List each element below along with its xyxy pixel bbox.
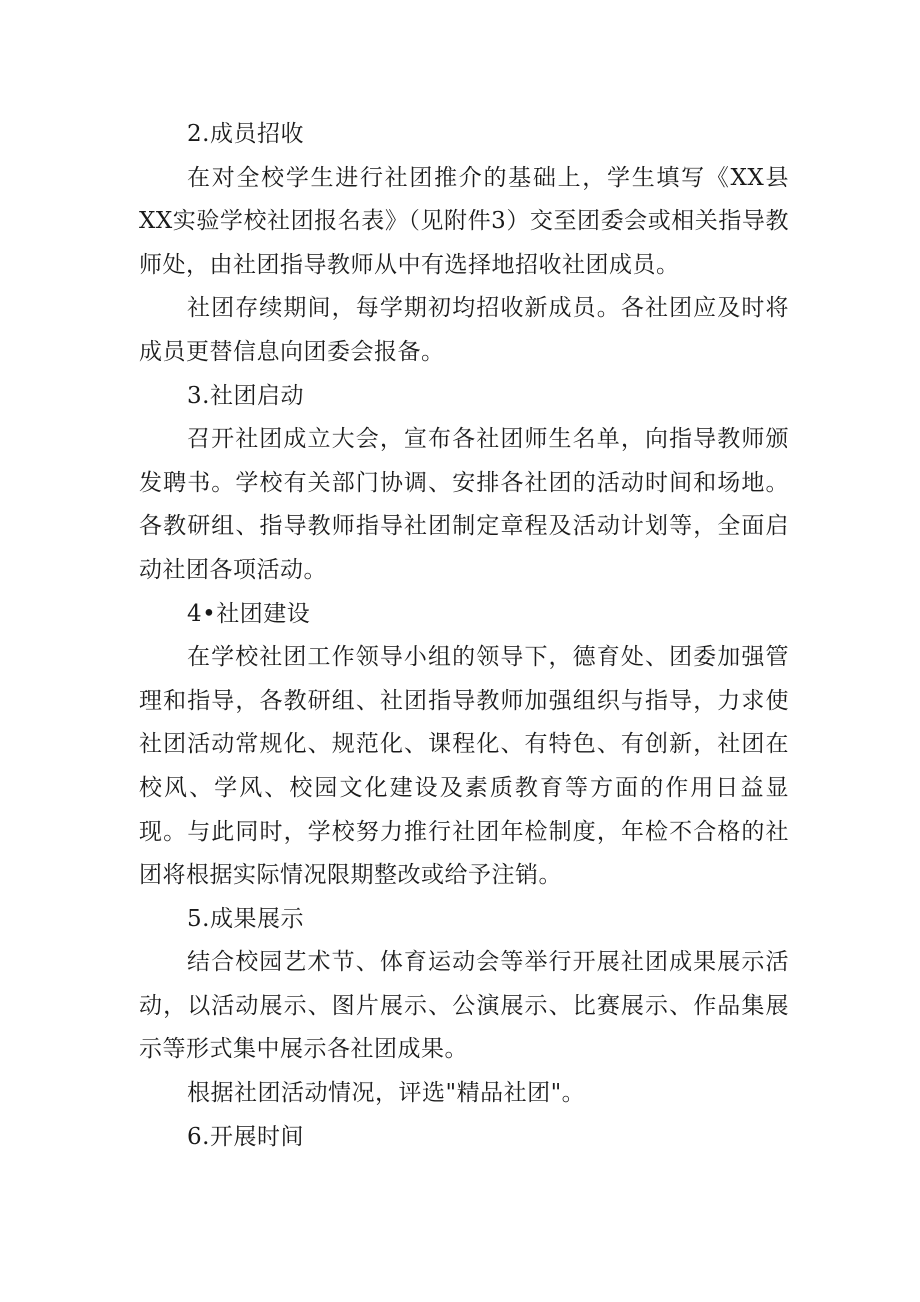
- paragraph-results-showcase: 结合校园艺术节、体育运动会等举行开展社团成果展示活动，以活动展示、图片展示、公演展示、比赛展示、作品集展示等形式集中展示各社团成果。: [139, 949, 789, 1063]
- document-body: [139, 113, 789, 1159]
- paragraph-elite-club-selection: 根据社团活动情况，评选"精品社团"。: [187, 1080, 586, 1107]
- paragraph-club-launch: 召开社团成立大会，宣布各社团师生名单，向指导教师颁发聘书。学校有关部门协调、安排各社团的活动时间和场地。各教研组、指导教师指导社团制定章程及活动计划等，全面启动社团各项活动。: [139, 426, 789, 583]
- paragraph-recruitment-registration: 在对全校学生进行社团推介的基础上，学生填写《XX县XX实验学校社团报名表》（见附件3）交至团委会或相关指导教师处，由社团指导教师从中有选择地招收社团成员。: [139, 164, 789, 278]
- paragraph-recruitment-new-members: 社团存续期间，每学期初均招收新成员。各社团应及时将成员更替信息向团委会报备。: [139, 295, 789, 365]
- paragraph-club-building: 在学校社团工作领导小组的领导下，德育处、团委加强管理和指导，各教研组、社团指导教师加强组织与指导，力求使社团活动常规化、规范化、课程化、有特色、有创新，社团在校风、学风、校园文化建设及素质教育等方面的作用日益显现。与此同时，学校努力推行社团年检制度，年检不合格的社团将根据实际情况限期整改或给予注销。: [139, 644, 789, 889]
- section-heading-club-launch: 3.社团启动: [187, 382, 304, 409]
- section-heading-club-building: 4•社团建设: [187, 600, 311, 627]
- section-heading-member-recruitment: 2.成员招收: [187, 121, 304, 147]
- section-heading-results-showcase: 5.成果展示: [187, 905, 304, 932]
- section-heading-schedule: 6.开展时间: [187, 1123, 304, 1150]
